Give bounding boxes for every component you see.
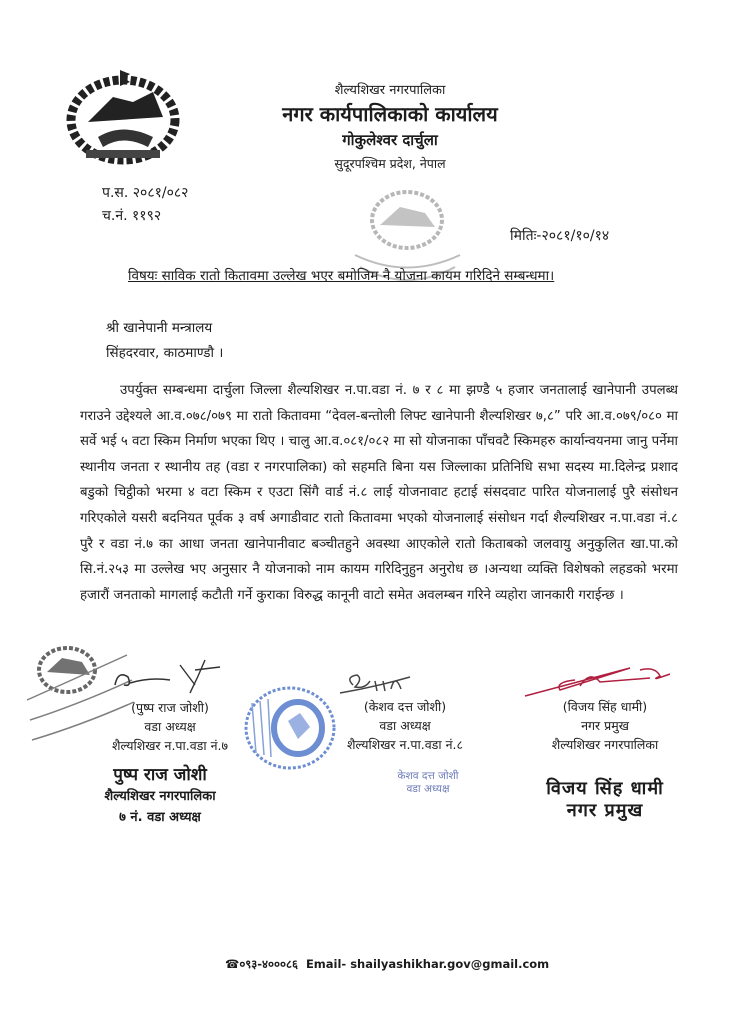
- dispatch-number: च.नं. ११९२: [102, 208, 162, 224]
- letterhead-location: गोकुलेश्वर दार्चुला: [342, 131, 438, 149]
- letterhead-province: सुदूरपश्चिम प्रदेश, नेपाल: [334, 156, 446, 171]
- ward8-stamp-title: वडा अध्यक्ष: [406, 783, 450, 795]
- letter-date: मितिः-२०८१/१०/१४: [510, 228, 610, 244]
- ward8-blue-seal: [238, 683, 338, 773]
- mayor-stamp-name: विजय सिंह धामी: [546, 778, 664, 799]
- signatory-mayor-org: शैल्यशिखर नगरपालिका: [551, 737, 659, 752]
- signatory-mayor-title: नगर प्रमुख: [581, 718, 629, 733]
- signature-ward8-chair: [335, 667, 415, 699]
- footer-email: Email- shailyashikhar.gov@gmail.com: [305, 957, 550, 971]
- letter-subject: विषयः साविक रातो कितावमा उल्लेख भएर बमोजिम नै योजना कायम गरिदिने सम्बन्धमा।: [128, 268, 555, 284]
- footer-phone: ०९३-४०००८६: [239, 957, 298, 971]
- signature-ward7-chair: [110, 655, 225, 700]
- signatory-ward8-title: वडा अध्यक्ष: [379, 718, 431, 733]
- ward7-stamp-name: पुष्प राज जोशी: [113, 765, 207, 785]
- mayor-stamp-title: नगर प्रमुख: [566, 800, 644, 821]
- ward8-name-stamp: [378, 770, 478, 796]
- signatory-ward8: [330, 697, 480, 754]
- phone-icon: ☎: [225, 957, 240, 971]
- letter-body: उपर्युक्त सम्बन्धमा दार्चुला जिल्ला शैल्यशिखर न.पा.वडा नं. ७ र ८ मा झण्डै ५ हजार जनतालाई खानेपानी उपलब्ध गराउने उद्देश्यले आ.व.०७८/०७९ मा रातो कितावमा “देवल-बन्तोली लिफ्ट खानेपानी शैल्यशिखर ७,८” परि आ.व.०७९/०८० मा सर्वे भई ५ वटा स्किम निर्माण भएका थिए । चालु आ.व.०८१/०८२ मा सो योजनाका पाँचवटै स्किमहरु कार्यान्वयनमा जानु पर्नेमा स्थानीय जनता र स्थानीय तह (वडा र नगरपालिका) को सहमति बिना यस जिल्लाका प्रतिनिधि सभा सदस्य मा.दिलेन्द्र प्रशाद बडुको चिट्ठीको भरमा ४ वटा स्किम र एउटा सिंगै वार्ड नं.८ लाई योजनावाट हटाई संसदवाट पारित योजनालाई पुरै संसोधन गरिएकोले यसरी बदनियत पूर्वक ३ वर्ष अगाडीवाट रातो कितावमा भएको योजनालाई संसोधन गर्दा शैल्यशिखर न.पा.वडा नं.८ पुरै र वडा नं.७ का आधा जनता खानेपानीवाट बञ्चीतहुने अवस्था आएकोले रातो किताबको जलवायु अनुकुलित खा.पा.को सि.नं.२५३ मा उल्लेख भए अनुसार नै योजनाको नाम कायम गरिदिनुहुन अनुरोध छ ।अन्यथा व्यक्ति विशेषको लहडको भरमा हजारौं जनताको मागलाई कटौती गर्ने कुराका विरुद्ध कानूनी वाटो समेत अवलम्बन गरिने व्यहोरा जानकारी गराईन्छ ।: [80, 383, 678, 603]
- nepal-government-emblem: [58, 62, 188, 167]
- signatory-mayor: [525, 697, 685, 754]
- signatory-ward7-title: वडा अध्यक्ष: [144, 719, 196, 734]
- ward7-stamp-org: शैल्यशिखर नगरपालिका: [104, 789, 216, 804]
- ward7-name-stamp: [70, 765, 250, 828]
- signatory-ward7-org: शैल्यशिखर न.पा.वडा नं.७: [112, 738, 228, 753]
- mayor-name-stamp: [520, 778, 690, 822]
- ward7-stamp-title: ७ नं. वडा अध्यक्ष: [119, 810, 201, 825]
- footer-contact: [225, 957, 549, 972]
- signatory-mayor-name: (विजय सिंह धामी): [562, 699, 648, 714]
- signature-mayor: [520, 660, 680, 700]
- letterhead-municipality: शैल्यशिखर नगरपालिका: [334, 83, 446, 98]
- letterhead-office: नगर कार्यपालिकाको कार्यालय: [282, 102, 498, 126]
- ward8-stamp-name: केशव दत्त जोशी: [397, 770, 459, 782]
- letter-number: प.स. २०८१/०८२: [102, 185, 189, 201]
- addressee-line1: श्री खानेपानी मन्त्रालय: [106, 320, 213, 336]
- signatory-ward7-name: (पुष्प राज जोशी): [131, 700, 209, 715]
- signatory-ward7: [95, 698, 245, 755]
- signatory-ward8-name: (केशव दत्त जोशी): [363, 699, 447, 714]
- addressee-line2: सिंहदरवार, काठमाण्डौ ।: [106, 345, 224, 361]
- signatory-ward8-org: शैल्यशिखर न.पा.वडा नं.८: [347, 737, 463, 752]
